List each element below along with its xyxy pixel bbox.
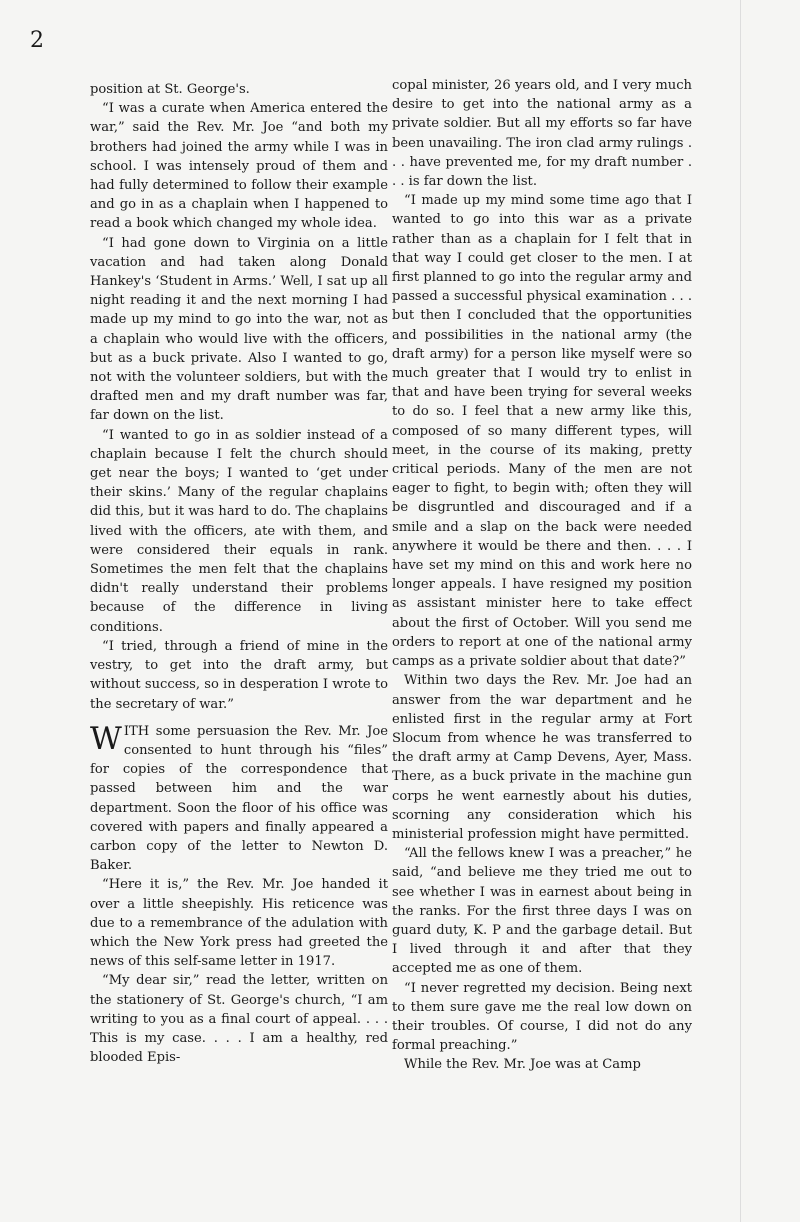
paragraph: “I had gone down to Virginia on a little vacation and had taken along Donald Hankey's ‘Student in Arms.’ Well, I sat up all night reading it and the next morning I had made up my mind to go into the war, not as a chaplain who would live with the officers, but as a buck private. Also I wanted to go, not with the volunteer soldiers, but with the drafted men and my draft number was far, far down on the list. bbox=[90, 235, 388, 424]
paragraph: “All the fellows knew I was a preacher,” he said, “and believe me they tried me out to see whether I was in earnest about being in the ranks. For the first three days I was on guard duty, K. P and the garbage detail. But I lived through it and after that they accepted me as one of them. bbox=[392, 846, 692, 977]
drop-cap: W bbox=[90, 720, 122, 757]
paragraph: “I never regretted my decision. Being next to them sure gave me the real low down on their troubles. Of course, I did not do any formal preaching.” bbox=[392, 980, 692, 1054]
paragraph: “My dear sir,” read the letter, written on the stationery of St. George's church, “I am writing to you as a final court of appeal. . . . This is my case. . . . I am a healthy, red blooded Epis- bbox=[90, 973, 388, 1066]
paragraph: While the Rev. Mr. Joe was at Camp bbox=[404, 1057, 641, 1073]
paragraph: “I wanted to go in as soldier instead of a chaplain because I felt the church should get near the boys; I wanted to ‘get under their skins.’ Many of the regular chaplains did this, but it was hard to do. The chaplains lived with the officers, ate with them, and were considered their equals in rank. Sometimes the men felt that the chaplains didn't really understand their problems because of the difference in living conditions. bbox=[90, 427, 388, 635]
right-column bbox=[392, 76, 692, 1075]
page-number: 2 bbox=[30, 28, 44, 53]
section-paragraph bbox=[90, 722, 388, 876]
paragraph: Within two days the Rev. Mr. Joe had an answer from the war department and he enlisted first in the regular army at Fort Slocum from whence he was transferred to the draft army at Camp Devens, Ayer, Mass. There, as a buck private in the machine gun corps he went earnestly about his duties, scorning any consideration which his ministerial profession might have permitted. bbox=[392, 673, 692, 842]
paragraph: “I was a curate when America entered the war,” said the Rev. Mr. Joe “and both my brothers had joined the army while I was in school. I was intensely proud of them and had fully determined to follow their example and go in as a chaplain when I happened to read a book which changed my whole idea. bbox=[90, 101, 388, 232]
paragraph: “Here it is,” the Rev. Mr. Joe handed it over a little sheepishly. His reticence was due to a remembrance of the adulation with which the New York press had greeted the news of this self-same letter in 1917. bbox=[90, 877, 388, 970]
paragraph: copal minister, 26 years old, and I very much desire to get into the national army as a private soldier. But all my efforts so far have been unavailing. The iron clad army rulings . . . have prevented me, for my draft number . . . is far down the list. bbox=[392, 78, 692, 190]
left-column bbox=[90, 80, 388, 1067]
scan-edge-line bbox=[740, 0, 741, 1222]
paragraph: “I tried, through a friend of mine in the vestry, to get into the draft army, but without success, so in desperation I wrote to the secretary of war.” bbox=[90, 638, 388, 712]
paragraph: position at St. George's. bbox=[90, 82, 250, 97]
paragraph-text: ITH some persuasion the Rev. Mr. Joe consented to hunt through his “files” for copies of the correspondence that passed between him and the war department. Soon the floor of his office was covered with papers and finally appeared a carbon copy of the letter to Newton D. Baker. bbox=[90, 723, 388, 874]
paragraph: “I made up my mind some time ago that I wanted to go into this war as a private rather than as a chaplain for I felt that in that way I could get closer to the men. I at first planned to go into the regular army and passed a successful physical examination . . . but then I concluded that the opportunities and possibilities in the national army (the draft army) for a person like myself were so much greater that I would try to enlist in that and have been trying for several weeks to do so. I feel that a new army like this, composed of so many different types, will meet, in the course of its making, pretty critical periods. Many of the men are not eager to fight, to begin with; often they will be disgruntled and discouraged and if a smile and a slap on the back were needed anywhere it would be there and then. . . . I have set my mind on this and work here no longer appeals. I have resigned my position as assistant minister here to take effect about the first of October. Will you send me orders to report at one of the national army camps as a private soldier about that date?” bbox=[392, 193, 692, 670]
